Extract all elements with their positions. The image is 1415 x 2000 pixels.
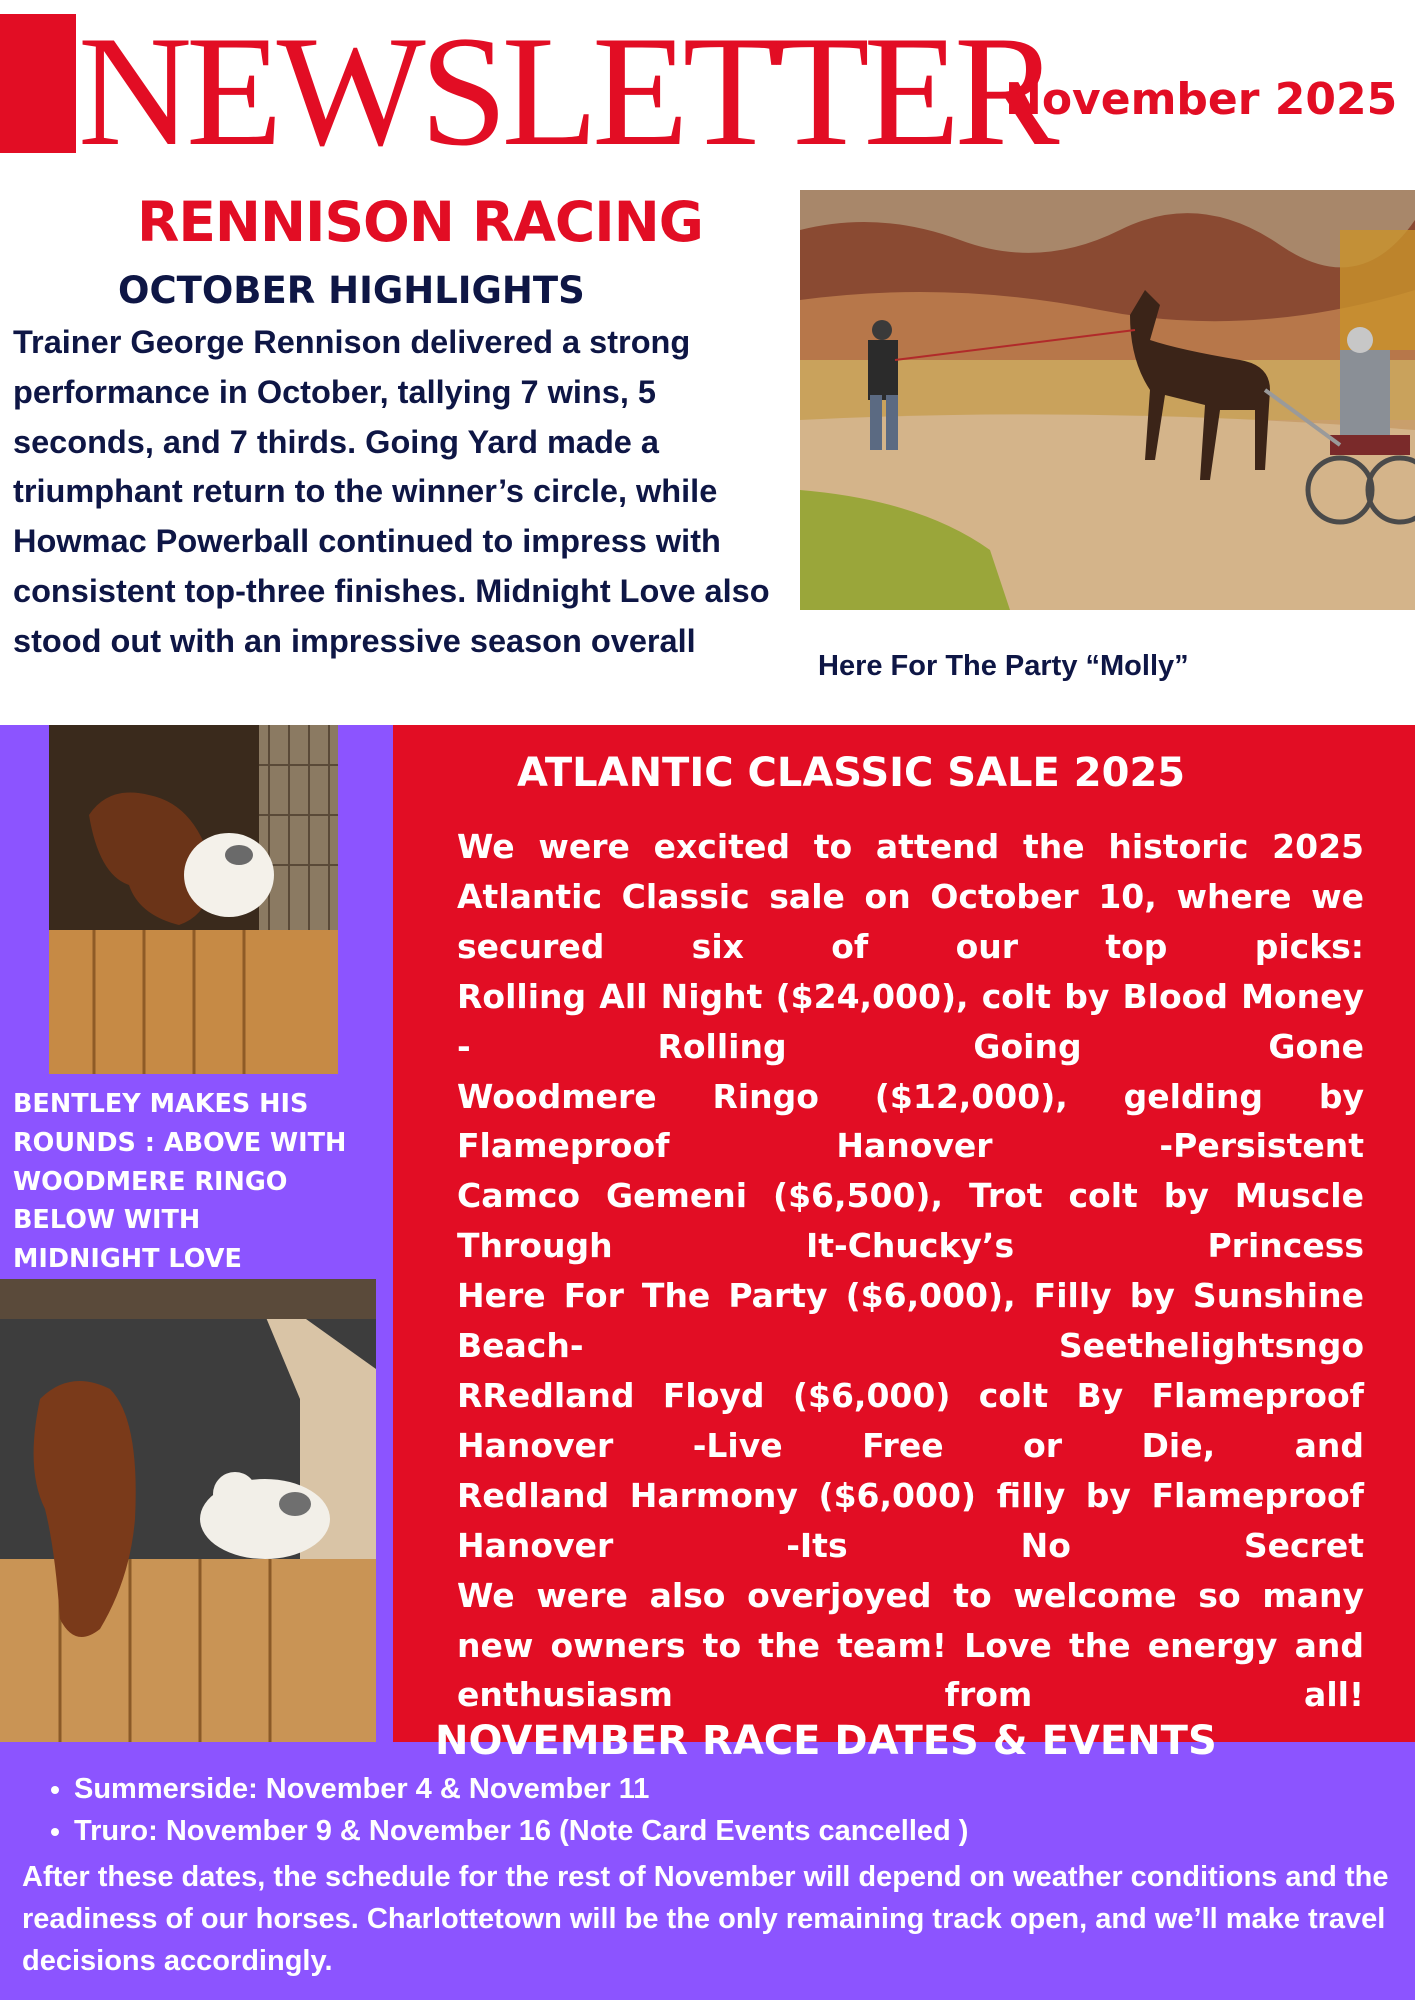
stall-photo-bottom (0, 1279, 376, 1742)
highlights-body: Trainer George Rennison delivered a strong performance in October, tallying 7 wins, 5 seconds, and 7 thirds. Going Yard made a triumphant return to the winner’s circle, while Howmac Powerball continued to impress with consistent top-three finishes. Midnight Love also stood out with an impressive season overall (13, 324, 770, 659)
bentley-caption: BENTLEY MAKES HIS ROUNDS : ABOVE WITH WOODMERE RINGO BELOW WITH MIDNIGHT LOVE (13, 1089, 347, 1275)
sale-heading: ATLANTIC CLASSIC SALE 2025 (517, 750, 1186, 796)
sale-pick-6: Redland Harmony ($6,000) filly by Flameproof Hanover -Its No Secret (457, 1475, 1364, 1565)
sale-pick-1: Rolling All Night ($24,000), colt by Blood Money - Rolling Going Gone (457, 976, 1364, 1066)
sale-pick-5: RRedland Floyd ($6,000) colt By Flameproof Hanover -Live Free or Die, and (457, 1375, 1364, 1465)
track-photo (800, 190, 1415, 610)
brand-name: RENNISON RACING (137, 190, 703, 254)
list-item: • Truro: November 9 & November 16 (Note Card Events cancelled ) (74, 1810, 968, 1852)
stall-photo-top (49, 725, 338, 1074)
track-photo-caption: Here For The Party “Molly” (818, 650, 1189, 682)
masthead-red-block (0, 14, 76, 153)
sale-pick-2: Woodmere Ringo ($12,000), gelding by Flameproof Hanover -Persistent (457, 1076, 1364, 1166)
sale-pick-3: Camco Gemeni ($6,500), Trot colt by Muscle Through It-Chucky’s Princess (457, 1176, 1364, 1266)
sale-pick-4: Here For The Party ($6,000), Filly by Sunshine Beach- Seethelightsngo (457, 1276, 1364, 1366)
events-heading: NOVEMBER RACE DATES & EVENTS (435, 1718, 1217, 1764)
list-item: • Summerside: November 4 & November 11 (74, 1768, 968, 1810)
newsletter-title: NEWSLETTER (78, 4, 1054, 179)
issue-date: November 2025 (1005, 74, 1398, 125)
sale-body (457, 822, 1364, 1720)
race-dates-list (40, 1768, 968, 1852)
sale-closing: We were also overjoyed to welcome so many new owners to the team! Love the energy and enthusiasm from all! (457, 1575, 1364, 1715)
events-note: After these dates, the schedule for the rest of November will depend on weather conditions and the readiness of our horses. Charlottetown will be the only remaining track open, and we’ll make travel decisions accordingly. (22, 1861, 1389, 1977)
sale-intro: We were excited to attend the historic 2025 Atlantic Classic sale on October 10, where we secured six of our top picks: (457, 827, 1364, 966)
highlights-heading: OCTOBER HIGHLIGHTS (118, 269, 585, 312)
